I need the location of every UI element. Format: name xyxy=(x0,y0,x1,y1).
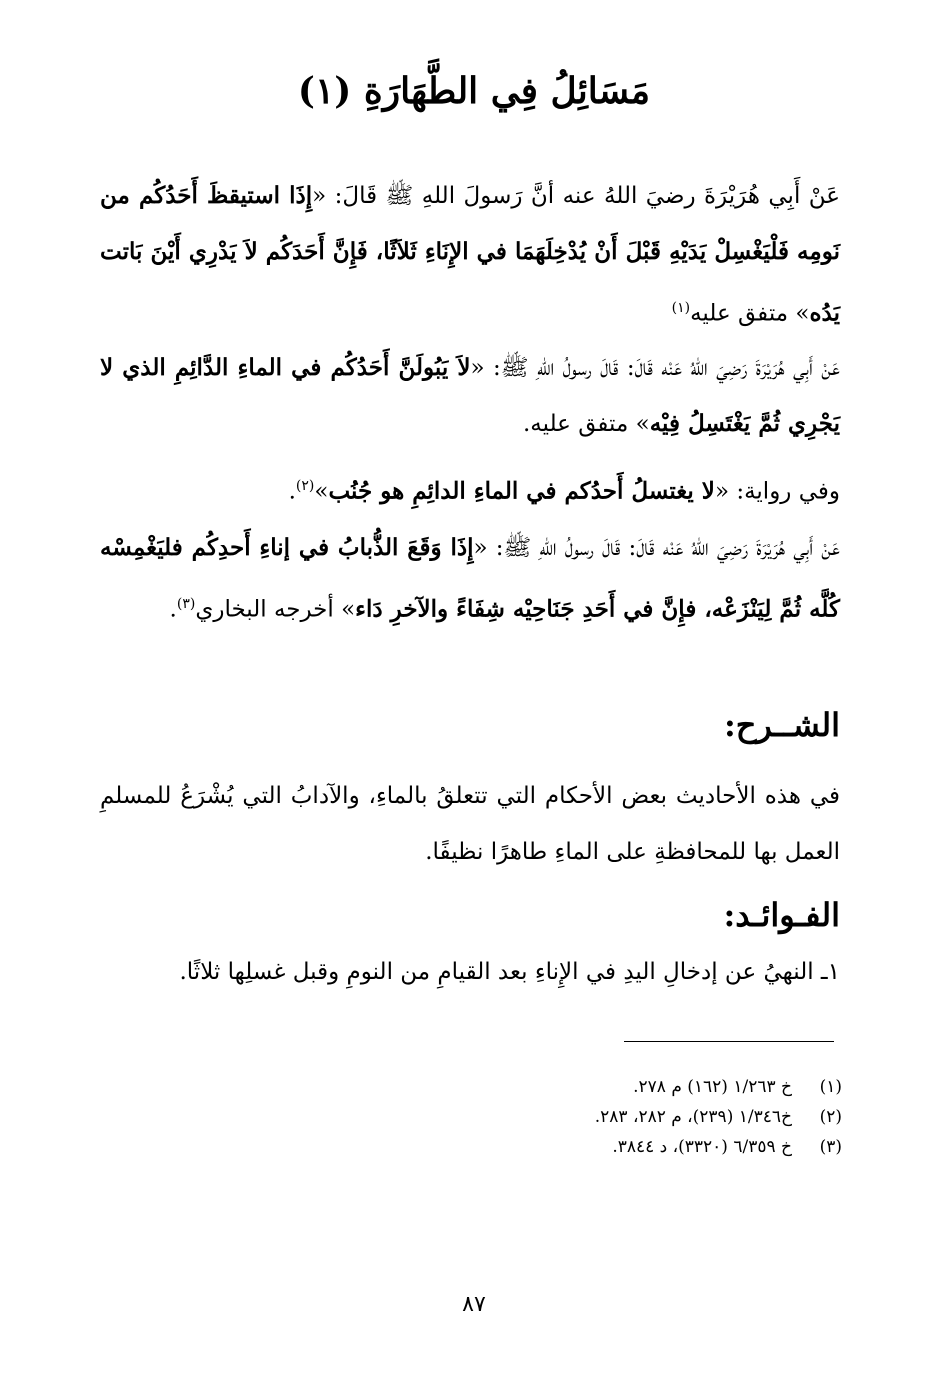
page-number: ٨٧ xyxy=(462,1292,486,1317)
footnote-ref-1: (١) xyxy=(671,300,691,316)
hadith-3-text: إِذَا وَقَعَ الذُّبابُ في إناءِ أَحدِكُم فليَغْمِسْه كُلَّه ثُمَّ لِيَنْزَعْه، فإِنَّ في أَحَدِ جَنَاحِيْه شِفَاءً والآخرِ دَاء xyxy=(100,534,840,623)
hadith-1-intro: عَنْ أَبِي هُرَيْرَةَ رضيَ اللهُ عنه أنَّ رَسولَ اللهِ ﷺ قَالَ: « xyxy=(312,183,840,209)
footnote-ref-2: (٢) xyxy=(295,478,315,494)
riwaya-text: لا يغتسلُ أَحدُكم في الماءِ الدائِمِ هو جُنُب xyxy=(328,477,715,505)
hadith-1-close: » متفق عليه xyxy=(690,300,810,327)
footnote-1 xyxy=(442,1072,842,1102)
hadith-2 xyxy=(100,340,840,452)
footnote-number: (٣) xyxy=(819,1137,842,1157)
footnote-2 xyxy=(442,1102,842,1132)
hadith-1 xyxy=(100,168,840,342)
footnote-number: (٢) xyxy=(819,1107,842,1127)
footnotes xyxy=(442,1072,842,1162)
footnote-3 xyxy=(442,1132,842,1162)
fawaid-heading: الفـوائـد: xyxy=(723,896,840,934)
sharh-heading: الشــرح: xyxy=(723,706,840,744)
sharh-text: في هذه الأحاديث بعض الأحكام التي تتعلقُ بالماءِ، والآدابُ التي يُشْرَعُ للمسلمِ العمل بها للمحافظةِ على الماءِ طاهرًا نظيفًا. xyxy=(100,783,840,865)
hadith-3-intro: عَنْ أَبِي هُرَيْرَةَ رَضِيَ اللهُ عَنْه قَالَ: قَالَ رسولُ اللهِ ﷺ: « xyxy=(473,535,840,561)
riwaya-end: . xyxy=(288,478,296,505)
footnote-text: خ١/٣٤٦ (٢٣٩)، م ٢٨٢، ٢٨٣. xyxy=(594,1107,792,1127)
footnote-text: خ ١/٢٦٣ (١٦٢) م ٢٧٨. xyxy=(633,1077,792,1097)
hadith-3-end: . xyxy=(169,596,177,623)
footnote-number: (١) xyxy=(819,1077,842,1097)
riwaya-intro: وفي رواية: « xyxy=(714,478,840,505)
fawaid-item: ١ـ النهيُ عن إدخالِ اليدِ في الإِناءِ بعد القيامِ من النومِ وقبل غسلِها ثلاثًا. xyxy=(179,959,840,985)
hadith-2-intro: عَنْ أَبِي هُرَيْرَةَ رَضِيَ اللهُ عَنْه قَالَ: قَالَ رسولُ اللهِ ﷺ: « xyxy=(470,355,840,381)
hadith-3 xyxy=(100,520,840,638)
footnote-divider xyxy=(624,1041,834,1042)
hadith-3-close: » أخرجه البخاري xyxy=(195,596,356,623)
footnote-ref-3: (٣) xyxy=(176,596,196,612)
riwaya xyxy=(100,458,840,520)
riwaya-close: » xyxy=(314,478,329,505)
hadith-2-close: » متفق عليه. xyxy=(522,411,650,437)
hadith-2-text: لاَ يَبُولَنَّ أَحَدُكُم في الماءِ الدَّائِمِ الذي لا يَجْرِي ثُمَّ يَغْتَسِلُ فِيْه xyxy=(100,354,840,437)
page-title: مَسَائِلُ فِي الطَّهَارَةِ (١) xyxy=(297,70,651,112)
hadith-1-text: إِذَا استيقظَ أَحَدُكُم من نَومِه فَلْيَغْسِلْ يَدَيْهِ قَبْلَ أَنْ يُدْخِلَهَمَا في الإِنَاءِ ثَلاَثًا، فَإِنَّ أَحَدَكُم لاَ يَدْرِي أَيْنَ بَاتت يَدُه xyxy=(100,182,840,327)
footnote-text: خ ٦/٣٥٩ (٣٣٢٠)، د ٣٨٤٤. xyxy=(612,1137,792,1157)
